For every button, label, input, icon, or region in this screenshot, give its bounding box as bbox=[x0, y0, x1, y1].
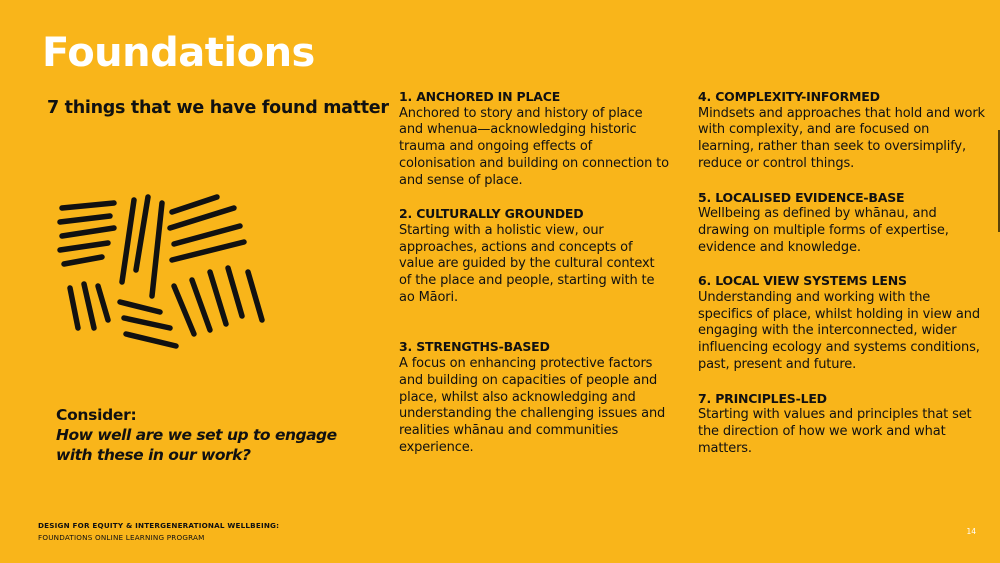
principle-item bbox=[698, 391, 988, 458]
principle-item bbox=[399, 339, 669, 456]
principle-heading: 1. ANCHORED IN PLACE bbox=[399, 89, 561, 104]
consider-question: How well are we set up to engage with these in our work? bbox=[56, 426, 337, 464]
principle-item bbox=[399, 206, 669, 306]
principle-item bbox=[698, 190, 988, 257]
principle-item bbox=[698, 273, 988, 373]
consider-prompt bbox=[56, 405, 376, 465]
principle-heading: 3. STRENGTHS-BASED bbox=[399, 339, 550, 355]
footer bbox=[38, 520, 279, 544]
principle-heading: 6. LOCAL VIEW SYSTEMS LENS bbox=[698, 273, 907, 289]
principle-text: Starting with values and principles that set the direction of how we work and what matters. bbox=[698, 407, 972, 456]
principle-text: Mindsets and approaches that hold and work with complexity, and are focused on learning, rather than seek to oversimplify, reduce or control things. bbox=[698, 105, 985, 171]
slide-subtitle: 7 things that we have found matter bbox=[47, 98, 389, 118]
principle-heading: 5. LOCALISED EVIDENCE-BASE bbox=[698, 189, 905, 205]
principles-column-left bbox=[399, 89, 669, 456]
principle-text: Understanding and working with the specifics of place, whilst holding in view and engaging with the interconnected, wider influencing ecology and systems conditions, past, present and future. bbox=[698, 290, 980, 372]
footer-program-subtitle: FOUNDATIONS ONLINE LEARNING PROGRAM bbox=[38, 533, 205, 542]
principle-text: Starting with a holistic view, our approaches, actions and concepts of value are guided by the cultural context of the place and people, starting with te ao Māori. bbox=[399, 222, 655, 305]
principle-item bbox=[399, 89, 669, 189]
principle-text: A focus on enhancing protective factors and building on capacities of people and place, whilst also acknowledging and understanding the challenging issues and realities whānau and communities experience. bbox=[399, 356, 666, 455]
woven-strokes-pattern-icon bbox=[52, 188, 272, 358]
page-number: 14 bbox=[966, 527, 976, 536]
principle-item bbox=[698, 89, 988, 173]
consider-label: Consider: bbox=[56, 406, 137, 424]
principle-text: Anchored to story and history of place and whenua—acknowledging historic trauma and ongoing effects of colonisation and building on connection to and sense of place. bbox=[399, 105, 669, 188]
principle-heading: 2. CULTURALLY GROUNDED bbox=[399, 206, 584, 222]
principle-text: Wellbeing as defined by whānau, and drawing on multiple forms of expertise, evidence and knowledge. bbox=[698, 206, 949, 255]
principles-column-right bbox=[698, 89, 988, 457]
slide-title: Foundations bbox=[42, 30, 315, 76]
principle-heading: 4. COMPLEXITY-INFORMED bbox=[698, 89, 880, 104]
principle-heading: 7. PRINCIPLES-LED bbox=[698, 390, 827, 406]
footer-program-title: DESIGN FOR EQUITY & INTERGENERATIONAL WELLBEING: bbox=[38, 521, 280, 530]
